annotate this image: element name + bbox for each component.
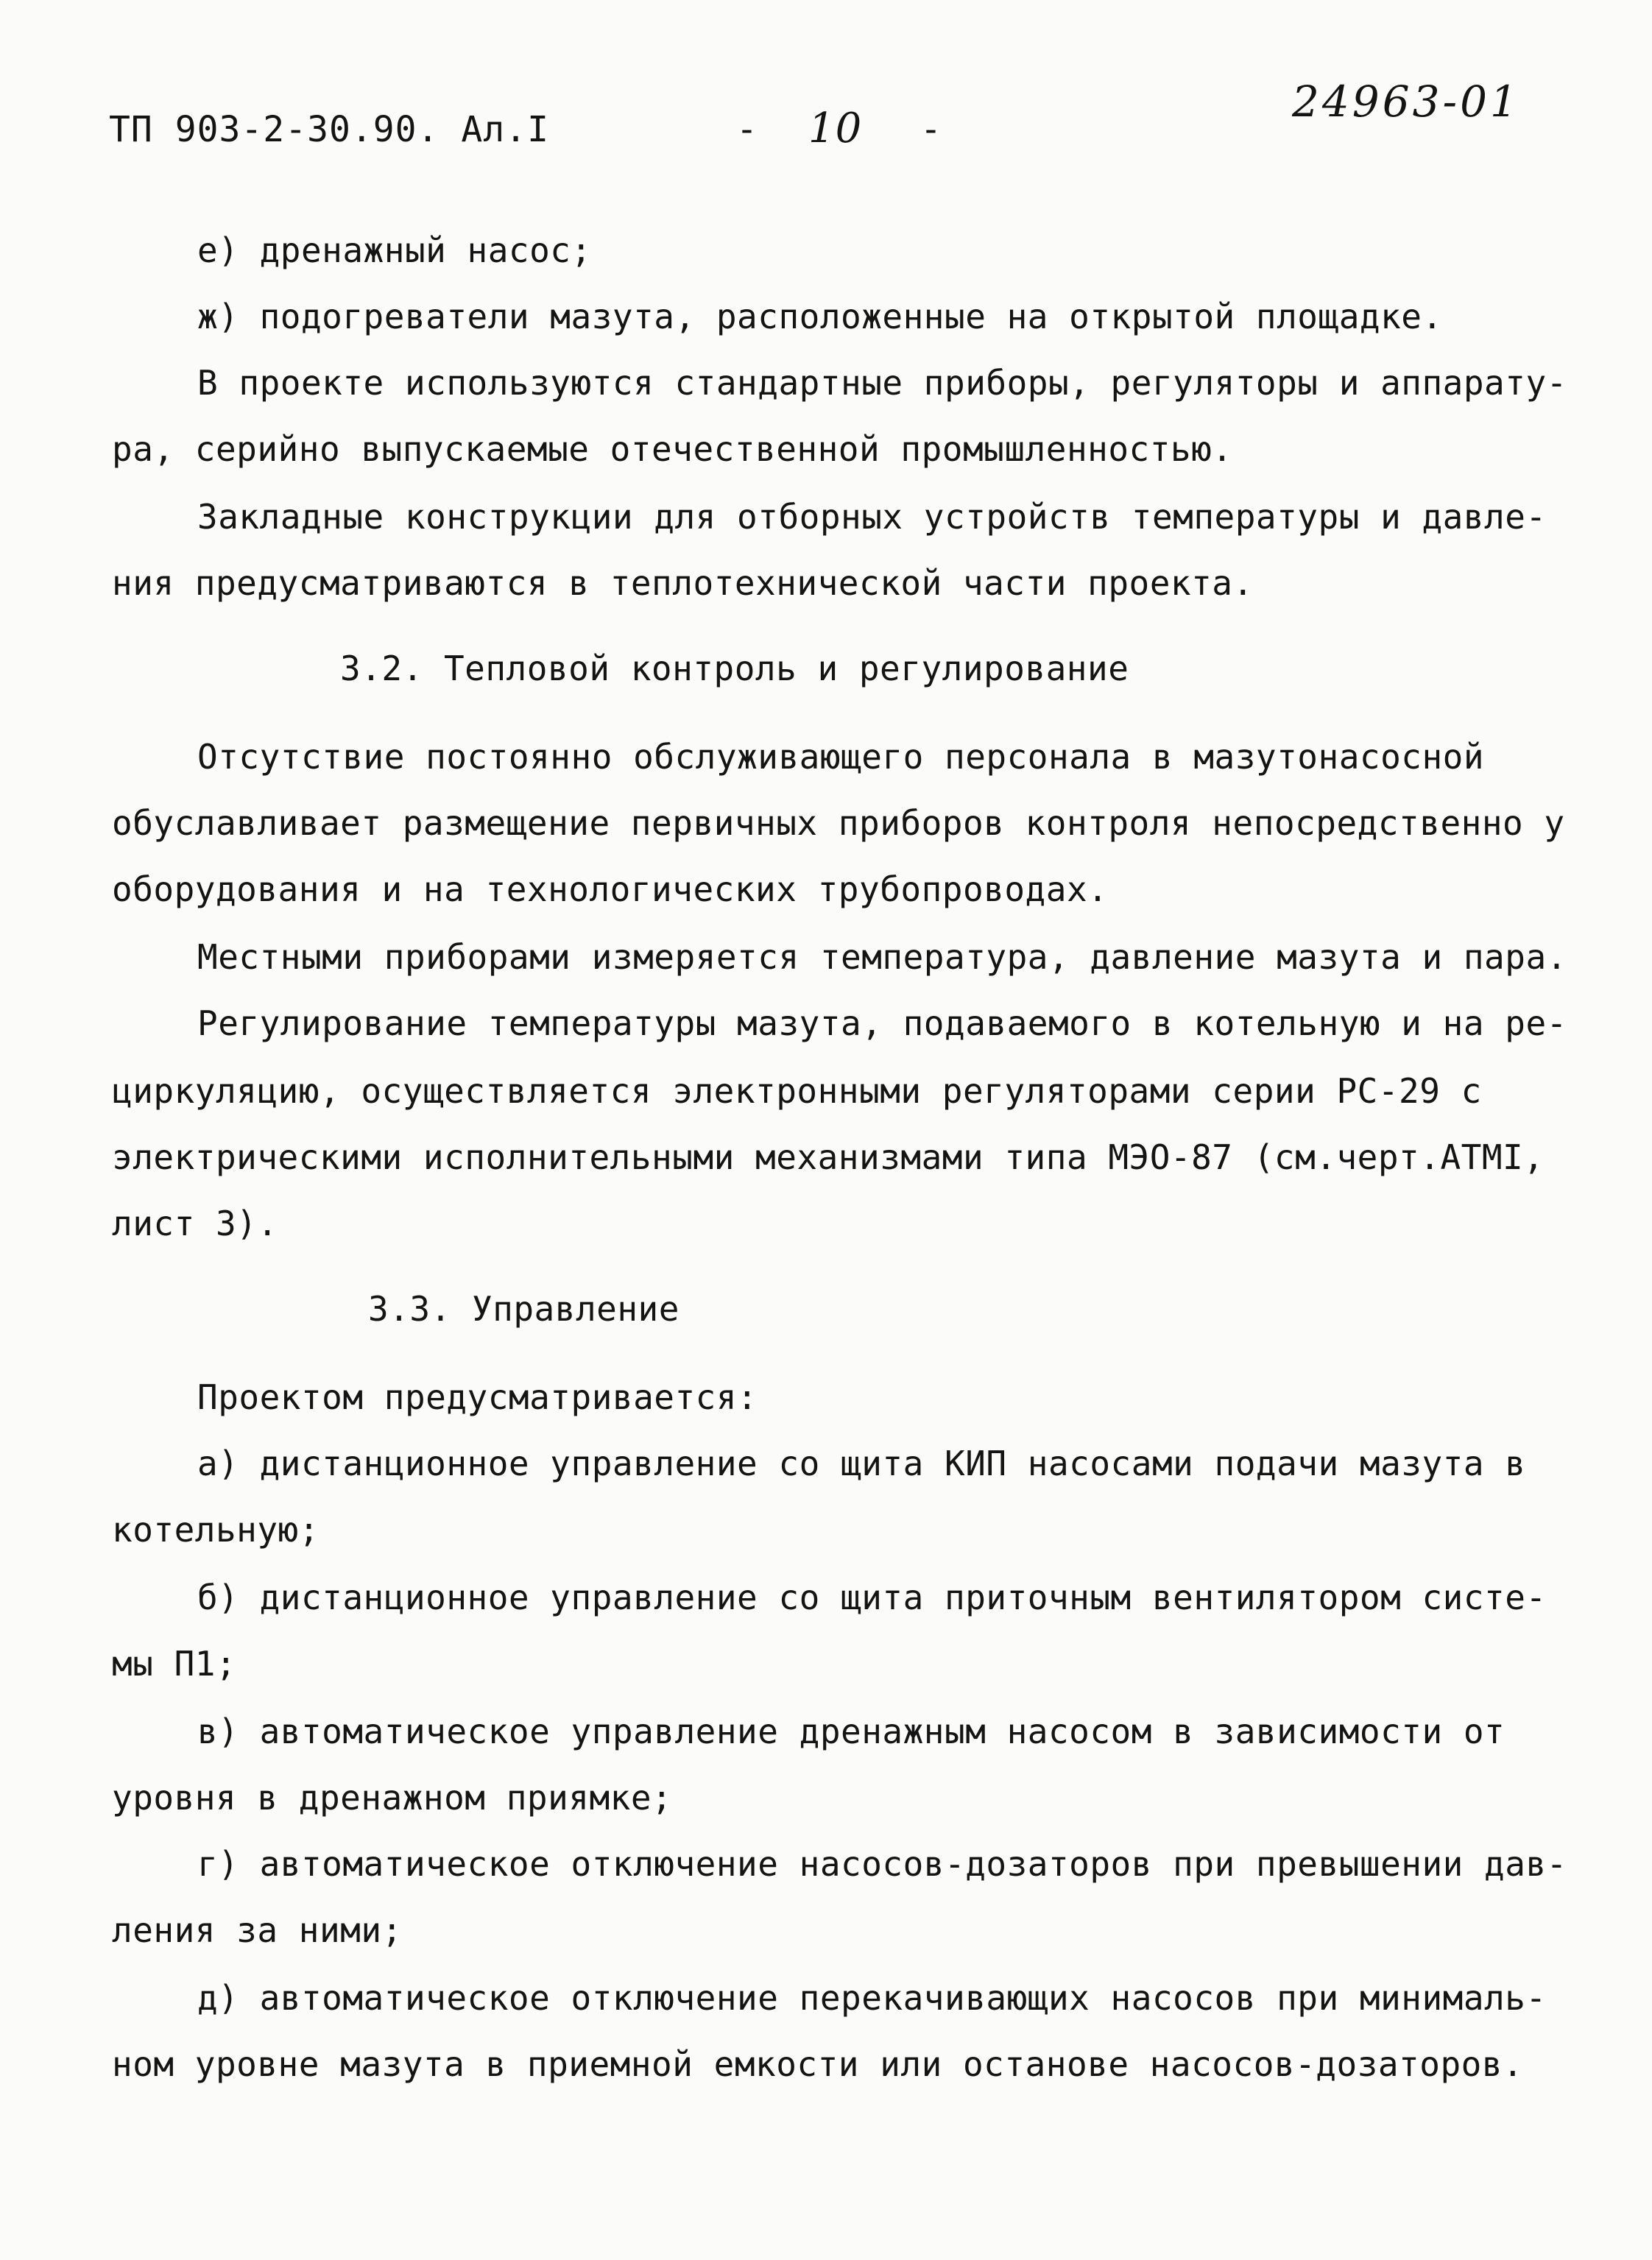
list-item-zh: ж) подогреватели мазута, расположенные на открытой площадке.	[197, 297, 1443, 336]
list-item-a: а) дистанционное управление со щита КИП насосами подачи мазута в	[197, 1444, 1526, 1483]
paragraph-line: обуславливает размещение первичных приборов контроля непосредственно у	[112, 803, 1565, 843]
list-item-g-cont: ления за ними;	[112, 1910, 403, 1950]
page-dash-left: -	[736, 109, 758, 150]
list-item-v-cont: уровня в дренажном приямке;	[112, 1778, 673, 1818]
paragraph-line: Закладные конструкции для отборных устройств температуры и давле-	[197, 497, 1547, 537]
list-item-b-cont: мы П1;	[112, 1644, 237, 1684]
paragraph-line: циркуляцию, осуществляется электронными регуляторами серии РС-29 с	[112, 1071, 1482, 1111]
list-item-v: в) автоматическое управление дренажным насосом в зависимости от	[197, 1712, 1505, 1751]
paragraph-line: В проекте используются стандартные приборы, регуляторы и аппарату-	[197, 363, 1567, 403]
paragraph-line: Местными приборами измеряется температура, давление мазута и пара.	[197, 937, 1567, 977]
list-item-d: д) автоматическое отключение перекачивающих насосов при минималь-	[197, 1978, 1547, 2018]
paragraph-line: Проектом предусматривается:	[197, 1377, 758, 1417]
paragraph-line: лист 3).	[112, 1204, 278, 1243]
list-item-d-cont: ном уровне мазута в приемной емкости или останове насосов-дозаторов.	[112, 2044, 1524, 2084]
paragraph-line: ра, серийно выпускаемые отечественной промышленностью.	[112, 429, 1233, 469]
paragraph-line: Регулирование температуры мазута, подаваемого в котельную и на ре-	[197, 1003, 1567, 1043]
section-heading-3-3: 3.3. Управление	[368, 1289, 679, 1329]
paragraph-line: Отсутствие постоянно обслуживающего персонала в мазутонасосной	[197, 737, 1485, 777]
project-code: ТП 903-2-30.90. Ал.I	[109, 109, 549, 150]
list-item-b: б) дистанционное управление со щита приточным вентилятором систе-	[197, 1578, 1547, 1617]
page-dash-right: -	[920, 109, 942, 150]
paragraph-line: ния предусматриваются в теплотехнической части проекта.	[112, 563, 1254, 603]
paragraph-line: электрическими исполнительными механизмами типа МЭО-87 (см.черт.АТМI,	[112, 1137, 1545, 1177]
document-number: 24963-01	[1292, 77, 1520, 127]
list-item-e: е) дренажный насос;	[197, 230, 592, 270]
list-item-a-cont: котельную;	[112, 1510, 320, 1550]
page-number: 10	[808, 105, 863, 152]
section-heading-3-2: 3.2. Тепловой контроль и регулирование	[340, 649, 1129, 688]
paragraph-line: оборудования и на технологических трубопроводах.	[112, 869, 1109, 909]
list-item-g: г) автоматическое отключение насосов-дозаторов при превышении дав-	[197, 1844, 1567, 1884]
